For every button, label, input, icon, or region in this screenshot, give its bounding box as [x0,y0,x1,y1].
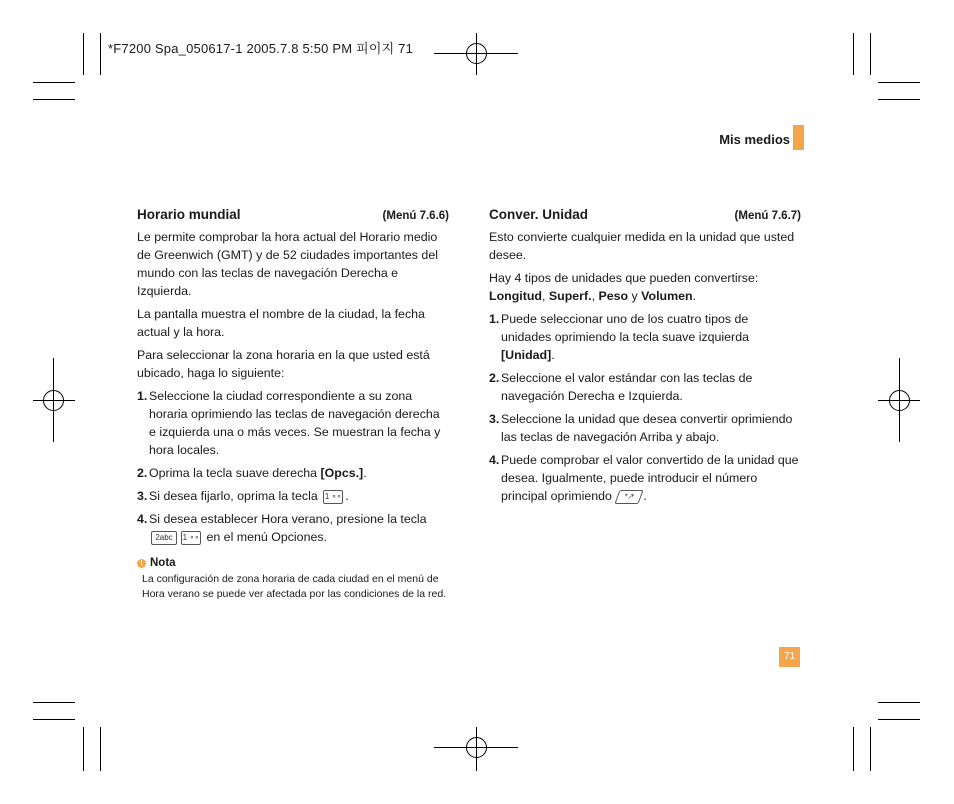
heading-title: Horario mundial [137,207,241,222]
step-text: Puede seleccionar uno de los cuatro tipos de unidades oprimiendo la tecla suave izquierda [501,312,749,344]
note-heading [137,554,449,572]
right-column [489,206,801,510]
crop-mark [83,727,84,771]
warning-icon: ! [137,559,146,568]
menu-reference: (Menú 7.6.7) [734,210,801,222]
left-column [137,206,449,601]
crop-mark [878,719,920,720]
heading-title: Conver. Unidad [489,207,589,222]
star-key-icon: *↗ [615,490,644,504]
step-text: Si desea establecer Hora verano, presione la tecla [149,512,427,526]
note-label: Nota [150,557,176,569]
step-number: 3. [137,489,148,503]
unit-type: Volumen [641,289,693,303]
registration-mark [466,43,487,64]
section-heading [489,206,801,225]
step-text: Oprima la tecla suave derecha [149,466,321,480]
list-item: 4. Si desea establecer Hora verano, presione la tecla 2abc 1 ∘∘ en el menú Opciones. [137,512,427,544]
paragraph: La pantalla muestra el nombre de la ciudad, la fecha actual y la hora. [137,307,425,339]
unit-type: Superf. [548,289,592,303]
steps-list [489,310,801,505]
steps-list [137,387,449,546]
step-text: Si desea fijarlo, oprima la tecla [149,489,318,503]
step-number: 4. [489,453,500,467]
step-text: Seleccione el valor estándar con las teclas de navegación Derecha e Izquierda. [501,371,753,403]
crop-mark [870,727,871,771]
note-text: La configuración de zona horaria de cada ciudad en el menú de Hora verano se puede ver afectada por las condiciones de la red. [142,573,447,600]
registration-mark [889,390,910,411]
crop-mark [33,82,75,83]
list-item [489,369,801,405]
crop-mark [878,99,920,100]
registration-mark [43,390,64,411]
step-number: 1. [489,312,500,326]
crop-mark [33,99,75,100]
step-number: 1. [137,389,148,403]
list-item [137,387,449,459]
paragraph: Hay 4 tipos de unidades que pueden convertirse: Longitud, Superf., Peso y Volumen. [489,271,759,303]
step-text: Seleccione la unidad que desea convertir oprimiendo las teclas de navegación Arriba y abajo. [501,412,793,444]
step-number: 2. [489,371,500,385]
menu-reference: (Menú 7.6.6) [382,210,449,222]
list-item [489,410,801,446]
paragraph: Le permite comprobar la hora actual del Horario medio de Greenwich (GMT) y de 52 ciudades importantes del mundo con las teclas de navegación Derecha e Izquierda. [137,230,438,298]
key-2-icon: 2abc [151,531,177,545]
crop-mark [853,727,854,771]
section-title: Mis medios [719,132,790,147]
step-number: 4. [137,512,148,526]
crop-mark [878,82,920,83]
paragraph: Esto convierte cualquier medida en la unidad que usted desee. [489,230,795,262]
softkey-label: [Opcs.] [320,466,364,480]
crop-mark [33,702,75,703]
list-item: 1. Puede seleccionar uno de los cuatro tipos de unidades oprimiendo la tecla suave izquierda [Unidad]. [489,312,749,362]
crop-mark [83,33,84,75]
paragraph: Para seleccionar la zona horaria en la que usted está ubicado, haga lo siguiente: [137,348,430,380]
list-item: 2. Oprima la tecla suave derecha [Opcs.]. [137,466,367,480]
crop-mark [878,702,920,703]
crop-mark [870,33,871,75]
list-item: 3. Si desea fijarlo, oprima la tecla 1 ∘∘ . [137,489,349,503]
step-text: Seleccione la ciudad correspondiente a su zona horaria oprimiendo las teclas de navegación derecha e izquierda una o más veces. Se muestran la fecha y hora locales. [149,389,441,457]
step-number: 2. [137,466,148,480]
unit-type: Peso [598,289,629,303]
key-1-icon: 1 ∘∘ [181,531,201,545]
page-number: 71 [779,647,800,667]
step-number: 3. [489,412,500,426]
softkey-label: [Unidad] [501,348,552,362]
crop-mark [100,33,101,75]
crop-mark [33,719,75,720]
print-slug: *F7200 Spa_050617-1 2005.7.8 5:50 PM 피이지 71 [108,41,414,56]
list-item: 4. Puede comprobar el valor convertido de la unidad que desea. Igualmente, puede introducir el número principal oprimiendo *↗ . [489,453,799,503]
step-text: Puede comprobar el valor convertido de la unidad que desea. Igualmente, puede introducir el número principal oprimiendo [501,453,799,503]
section-heading [137,206,449,225]
crop-mark [100,727,101,771]
section-tab [793,125,804,150]
key-1-icon: 1 ∘∘ [323,490,343,504]
crop-mark [853,33,854,75]
unit-type: Longitud [489,289,542,303]
registration-mark [466,737,487,758]
